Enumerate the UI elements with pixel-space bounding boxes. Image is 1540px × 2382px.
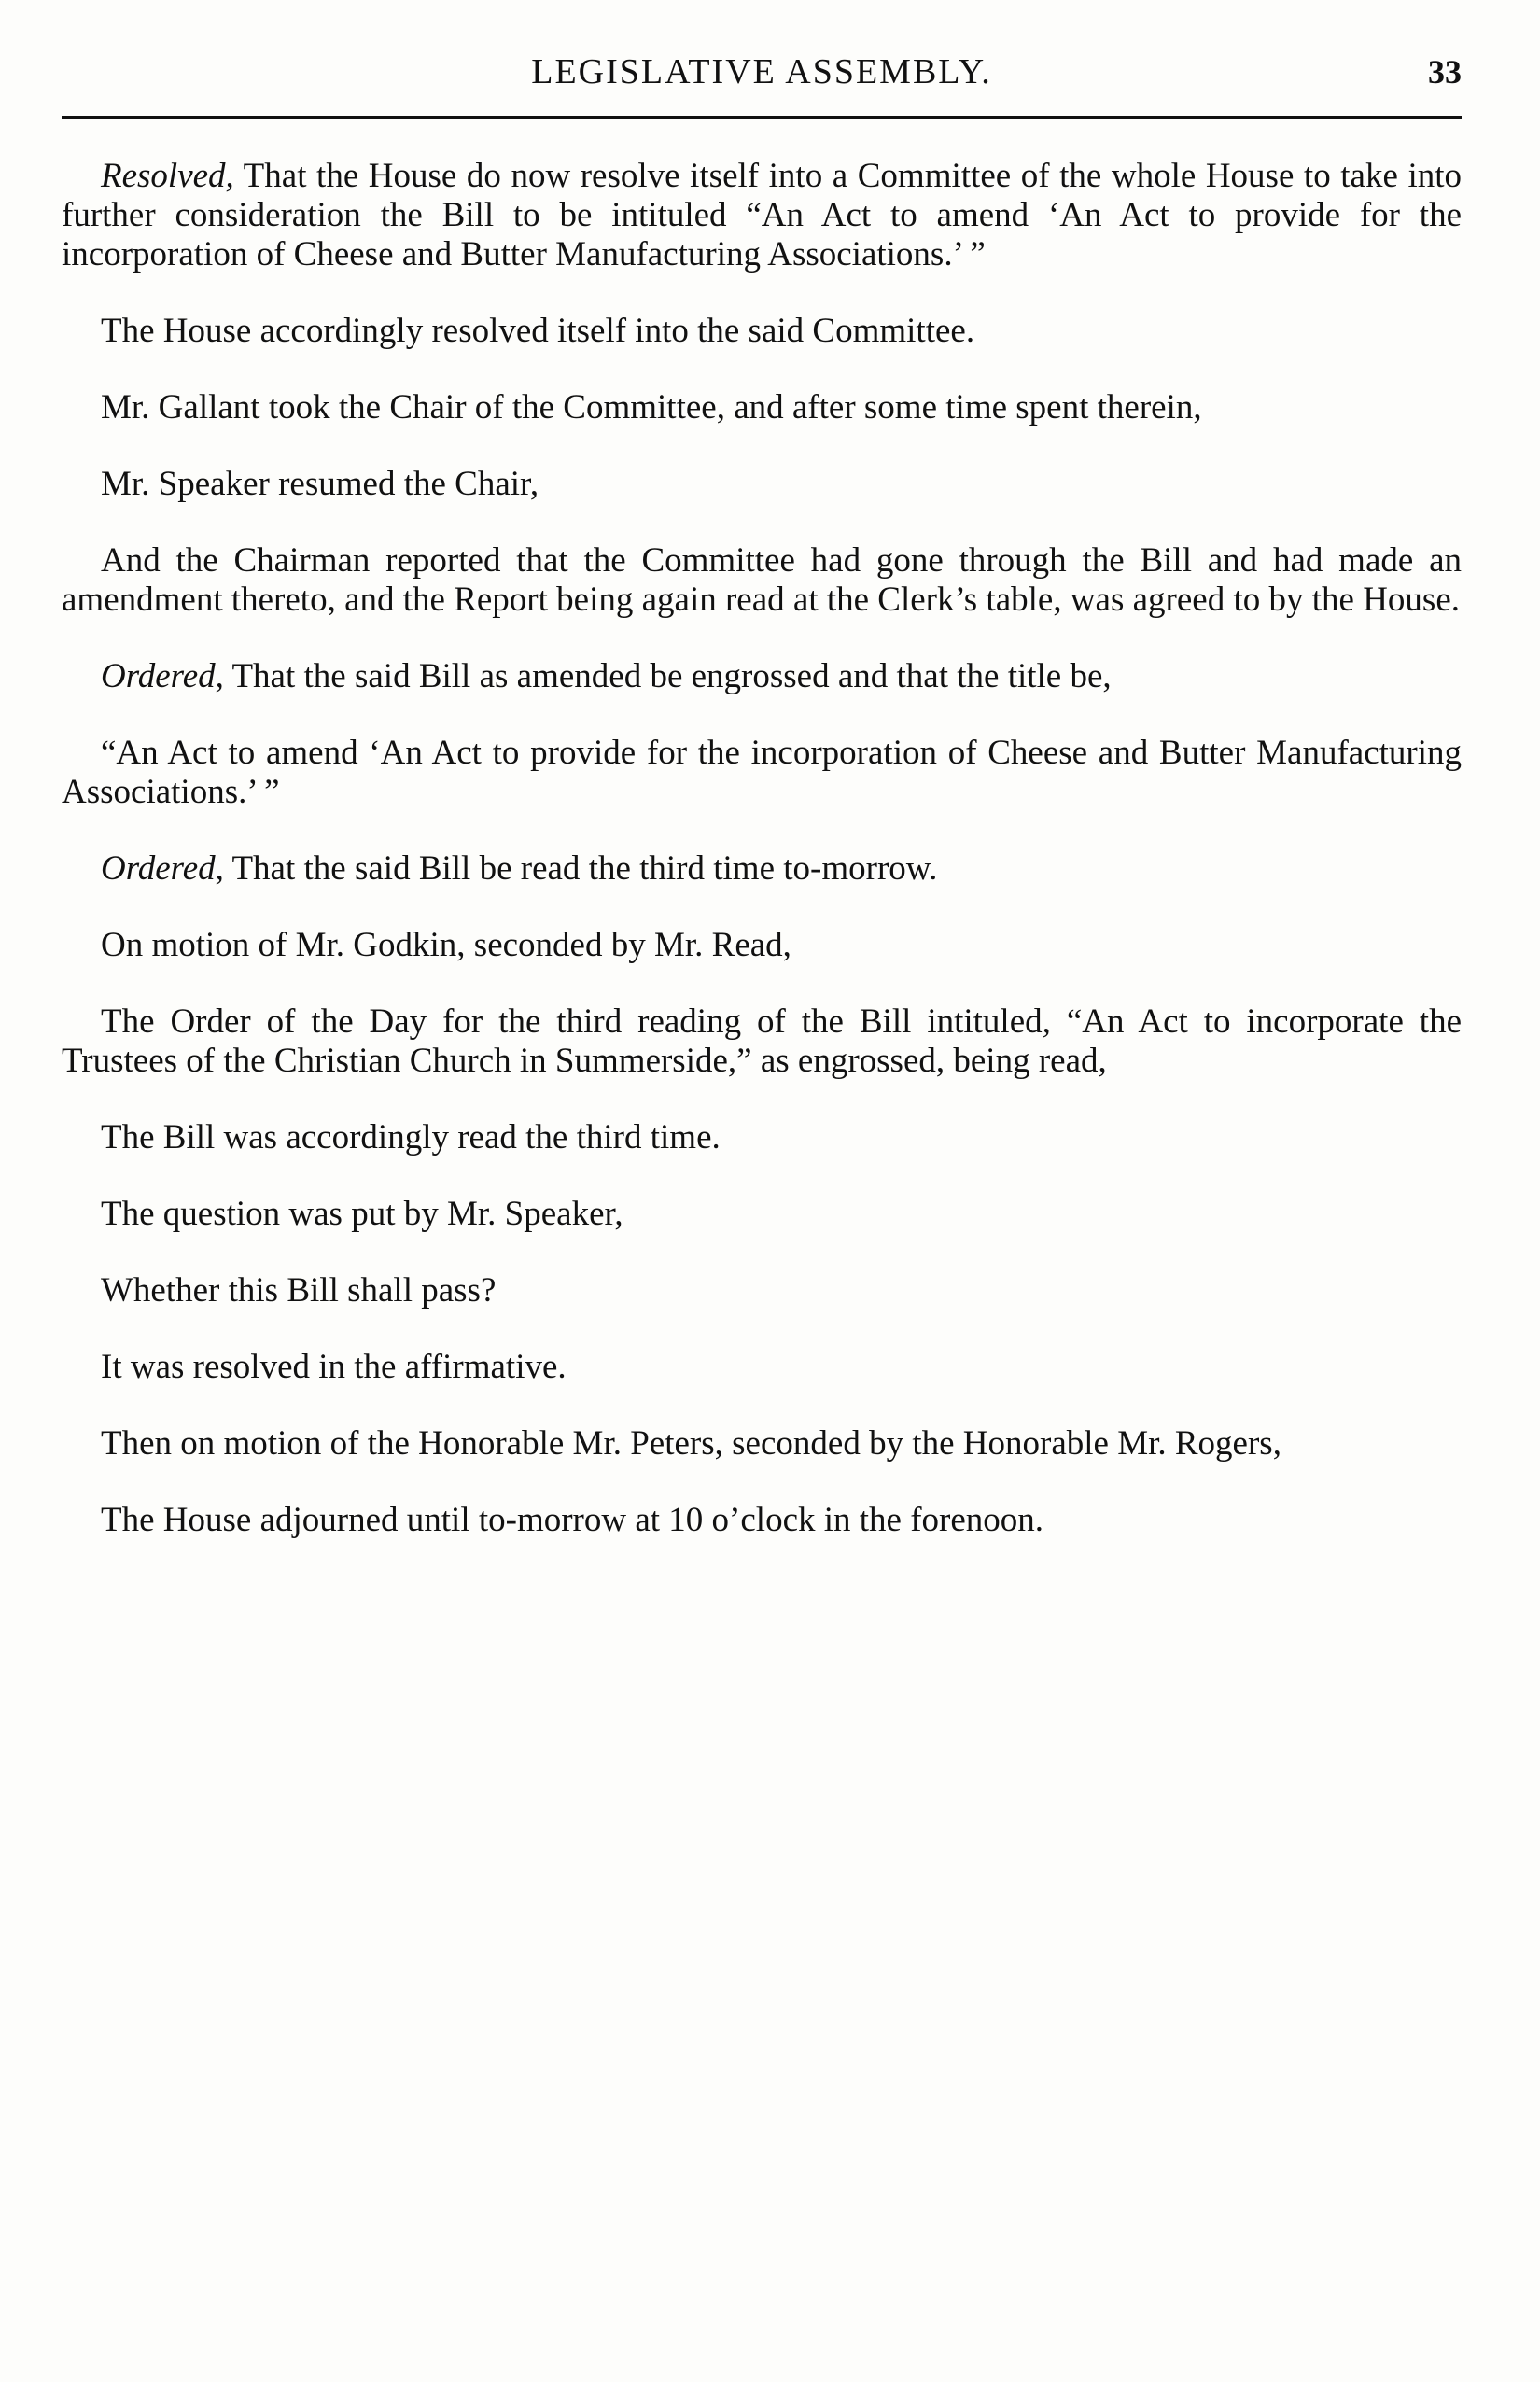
paragraph-lead: Resolved, [101,157,234,195]
paragraph-ordered-third-reading [62,849,1462,889]
paragraph-text: On motion of Mr. Godkin, seconded by Mr. Read, [101,926,791,964]
paragraph-text: It was resolved in the affirmative. [101,1348,567,1386]
page-number: 33 [1428,53,1462,91]
paragraph-text: The question was put by Mr. Speaker, [101,1195,623,1233]
paragraph [62,541,1462,620]
paragraph-text: That the House do now resolve itself into a Committee of the whole House to take into further consideration the Bill to be intituled “An Act to amend ‘An Act to provide for the incorporation of Cheese and Butter Manufacturing Associations.’ ” [62,157,1462,273]
paragraph-adjournment [62,1501,1462,1540]
paragraph-lead: Ordered, [101,849,224,888]
paragraph-bill-title [62,734,1462,812]
paragraph-ordered-engrossed [62,657,1462,696]
paragraph-text: Then on motion of the Honorable Mr. Peters, seconded by the Honorable Mr. Rogers, [101,1424,1281,1463]
running-head [62,49,1462,95]
paragraph [62,1271,1462,1310]
paragraph [62,1424,1462,1464]
paragraph-text: Mr. Speaker resumed the Chair, [101,465,539,503]
paragraph [62,465,1462,504]
paragraph [62,388,1462,427]
running-title: LEGISLATIVE ASSEMBLY. [531,52,992,91]
header-rule [62,116,1462,119]
paragraph-text: Mr. Gallant took the Chair of the Committee, and after some time spent therein, [101,388,1202,427]
paragraph [62,1118,1462,1157]
paragraph-text: That the said Bill be read the third time to-morrow. [223,849,938,888]
paragraph-text: The Order of the Day for the third reading of the Bill intituled, “An Act to incorporate the Trustees of the Christian Church in Summerside,” as engrossed, being read, [62,1002,1462,1080]
paragraph-lead: Ordered, [101,657,224,695]
paragraph-text: Whether this Bill shall pass? [101,1271,497,1310]
paragraph-text: The House accordingly resolved itself into the said Committee. [101,312,975,350]
paragraph [62,1002,1462,1081]
paragraph [62,926,1462,965]
paragraph-text: And the Chairman reported that the Committee had gone through the Bill and had made an amendment thereto, and the Report being again read at the Clerk’s table, was agreed to by the House. [62,541,1462,619]
paragraph-text: The Bill was accordingly read the third time. [101,1118,721,1156]
paragraph-resolved-committee [62,157,1462,274]
body-text [62,157,1462,1540]
paragraph-text: That the said Bill as amended be engrossed and that the title be, [223,657,1112,695]
paragraph [62,312,1462,351]
paragraph [62,1195,1462,1234]
paragraph-text: The House adjourned until to-morrow at 10 o’clock in the forenoon. [101,1501,1044,1539]
paragraph [62,1348,1462,1387]
paragraph-text: “An Act to amend ‘An Act to provide for the incorporation of Cheese and Butter Manufacturing Associations.’ ” [62,734,1462,811]
